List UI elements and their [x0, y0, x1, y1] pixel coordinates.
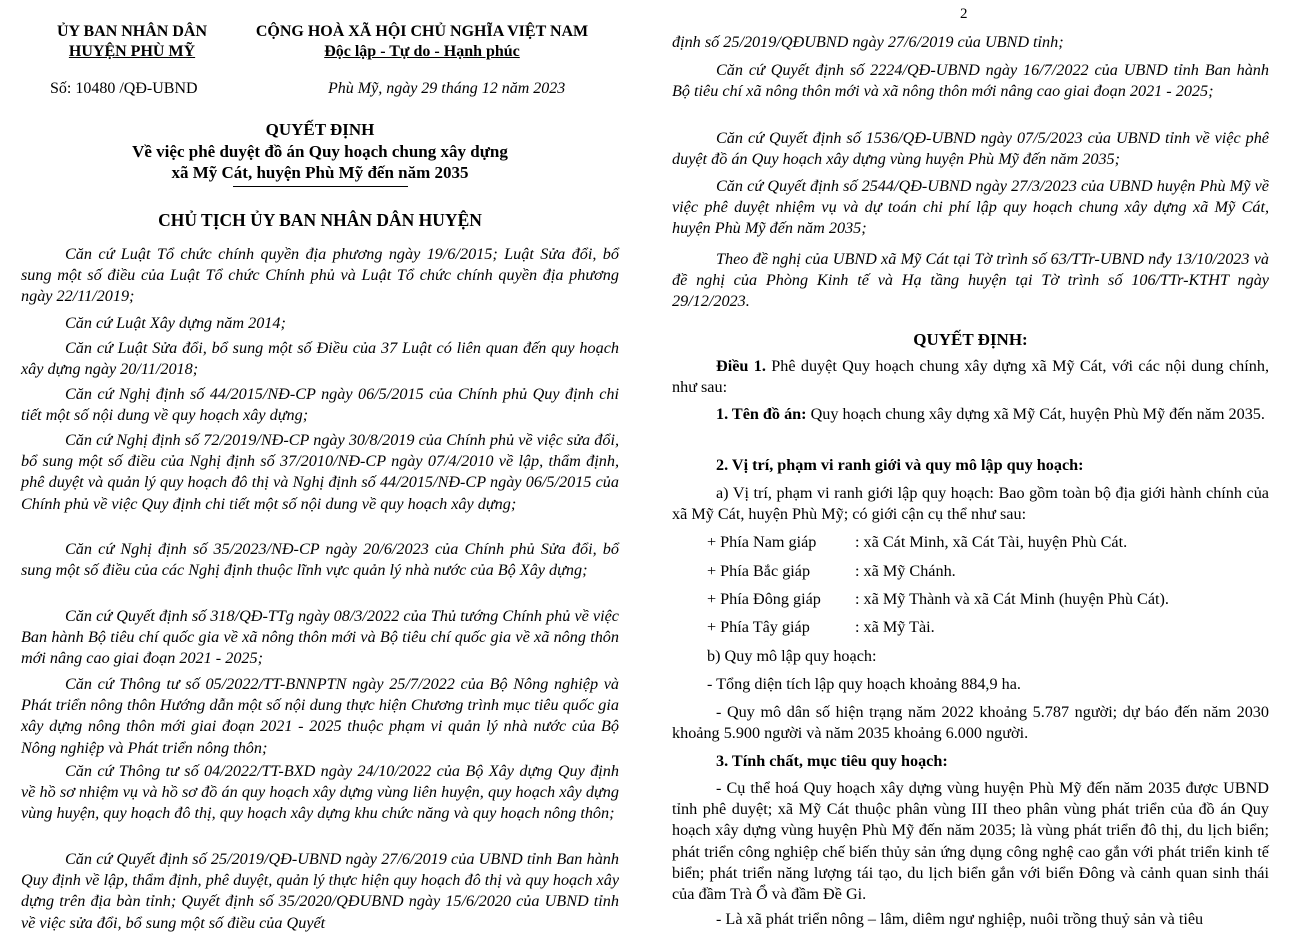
border-south-label: + Phía Nam giáp: [707, 533, 817, 551]
legal-basis-9: Căn cứ Thông tư số 04/2022/TT-BXD ngày 24/10/2022 của Bộ Xây dựng Quy định về hồ sơ nhiệm vụ và hồ sơ đồ án quy hoạch xây dựng vùng liên huyện, quy hoạch xây dựng vùng huyện, quy hoạch đô thị, quy hoạch xây dựng khu chức năng và quy hoạch nông thôn;: [21, 762, 619, 823]
border-north-value: : xã Mỹ Chánh.: [855, 562, 956, 580]
left-page: [0, 0, 645, 935]
legal-basis-2: Căn cứ Luật Xây dựng năm 2014;: [65, 314, 286, 332]
legal-basis-3: Căn cứ Luật Sửa đổi, bổ sung một số Điều của 37 Luật có liên quan đến quy hoạch xây dựng ngày 20/11/2018;: [21, 339, 619, 379]
population-scale: - Quy mô dân số hiện trạng năm 2022 khoảng 5.787 người; dự báo đến năm 2030 khoảng 5.900 người và năm 2035 khoảng 6.000 người.: [672, 703, 1269, 743]
section-3-heading-text: 3. Tính chất, mục tiêu quy hoạch:: [716, 752, 948, 770]
decision-heading: QUYẾT ĐỊNH:: [913, 330, 1028, 349]
legal-basis-11: Căn cứ Quyết định số 2224/QĐ-UBND ngày 16/7/2022 của UBND tỉnh Ban hành Bộ tiêu chí xã nông thôn mới và xã nông thôn mới nâng cao giai đoạn 2021 - 2025;: [672, 61, 1269, 101]
legal-basis-13: Căn cứ Quyết định số 2544/QĐ-UBND ngày 27/3/2023 của UBND huyện Phù Mỹ về việc phê duyệt nhiệm vụ và dự toán chi phí lập quy hoạch chung xây dựng xã Mỹ Cát, huyện Phù Mỹ đến năm 2035;: [672, 177, 1269, 238]
legal-basis-7: Căn cứ Quyết định số 318/QĐ-TTg ngày 08/3/2022 của Thủ tướng Chính phủ về việc Ban hành Bộ tiêu chí quốc gia về xã nông thôn mới và Bộ tiêu chí quốc gia về xã nông thôn mới nâng cao giai đoạn 2021 - 2025;: [21, 607, 619, 668]
section-1: [672, 404, 1269, 425]
agency-name-line2-text: HUYỆN PHÙ MỸ: [68, 43, 196, 60]
issuing-authority: CHỦ TỊCH ỦY BAN NHÂN DÂN HUYỆN: [158, 210, 482, 230]
legal-basis-10: Căn cứ Quyết định số 25/2019/QĐ-UBND ngày 27/6/2019 của UBND tỉnh Ban hành Quy định về lập, thẩm định, phê duyệt, quản lý thực hiện quy hoạch đô thị và quy hoạch xây dựng trên địa bàn tỉnh; Quyết định số 35/2020/QĐUBND ngày 15/6/2020 của UBND tỉnh về việc sửa đổi, bổ sung một số điều của Quyết: [21, 850, 619, 932]
section-3-heading: [672, 751, 1269, 772]
legal-basis-1: Căn cứ Luật Tổ chức chính quyền địa phương ngày 19/6/2015; Luật Sửa đổi, bổ sung một số điều của Luật Tổ chức Chính phủ và Luật Tổ chức chính quyền địa phương ngày 22/11/2019;: [21, 245, 619, 306]
section-2a: a) Vị trí, phạm vi ranh giới lập quy hoạch: Bao gồm toàn bộ địa giới hành chính của xã Mỹ Cát, huyện Phù Mỹ; có giới cận cụ thể như sau:: [672, 484, 1269, 524]
legal-basis-6: Căn cứ Nghị định số 35/2023/NĐ-CP ngày 20/6/2023 của Chính phủ Sửa đổi, bổ sung một số điều của các Nghị định thuộc lĩnh vực quản lý nhà nước của Bộ Xây dựng;: [21, 540, 619, 580]
legal-basis-8: Căn cứ Thông tư số 05/2022/TT-BNNPTN ngày 25/7/2022 của Bộ Nông nghiệp và Phát triển nông thôn Hướng dẫn một số nội dung thực hiện Chương trình mục tiêu quốc gia xây dựng nông thôn mới giai đoạn 2021 - 2025 thuộc phạm vi quản lý nhà nước của Bộ Nông nghiệp và Phát triển nông thôn;: [21, 675, 619, 757]
national-motto: [236, 42, 608, 62]
agency-name-line1: ỦY BAN NHÂN DÂN: [56, 23, 208, 40]
border-north-label: + Phía Bắc giáp: [707, 562, 811, 580]
section-2-heading-text: 2. Vị trí, phạm vi ranh giới và quy mô lập quy hoạch:: [716, 456, 1084, 474]
document-number: Số: 10480 /QĐ-UBND: [50, 80, 198, 97]
border-west: [707, 617, 935, 638]
article-1: [672, 356, 1269, 398]
place-and-date: Phù Mỹ, ngày 29 tháng 12 năm 2023: [328, 80, 566, 97]
border-south: [707, 532, 1127, 553]
title-divider: [233, 186, 408, 187]
document-title: QUYẾT ĐỊNH: [265, 120, 375, 139]
section-3-paragraph-1: - Cụ thể hoá Quy hoạch xây dựng vùng huyện Phù Mỹ đến năm 2035 được UBND tỉnh phê duyệt; xã Mỹ Cát thuộc phân vùng III theo phân vùng phát triển của đồ án Quy hoạch xây dựng vùng huyện Phù Mỹ đến năm 2035; là vùng phát triển đô thị, du lịch biển; phát triển công nghiệp chế biến thủy sản ứng dụng công nghệ cao gắn với phát triển kinh tế biển; phát triển năng lượng tái tạo, du lịch biển gắn với biển Đông và cảnh quan sinh thái của đầm Trà Ổ và đầm Đề Gi.: [672, 779, 1269, 904]
legal-basis-12: Căn cứ Quyết định số 1536/QĐ-UBND ngày 07/5/2023 của UBND tỉnh về việc phê duyệt đồ án Quy hoạch xây dựng vùng huyện Phù Mỹ đến năm 2035;: [672, 129, 1269, 169]
legal-basis-5: Căn cứ Nghị định số 72/2019/NĐ-CP ngày 30/8/2019 của Chính phủ về việc sửa đổi, bổ sung một số điều của Nghị định số 37/2010/NĐ-CP ngày 07/4/2010 về lập, thẩm định, phê duyệt và quản lý quy hoạch đô thị và Nghị định số 44/2015/NĐ-CP ngày 06/5/2015 của Chính phủ về việc Quy định chi tiết một số nội dung về quy hoạch xây dựng;: [21, 431, 619, 513]
agency-name-line2: [32, 42, 232, 62]
article-1-label: Điều 1.: [716, 357, 766, 375]
document-subtitle-line2: xã Mỹ Cát, huyện Phù Mỹ đến năm 2035: [171, 163, 469, 182]
border-south-value: : xã Cát Minh, xã Cát Tài, huyện Phù Cát.: [855, 533, 1128, 551]
border-west-label: + Phía Tây giáp: [707, 618, 810, 636]
border-west-value: : xã Mỹ Tài.: [855, 618, 935, 636]
national-title: CỘNG HOÀ XÃ HỘI CHỦ NGHĨA VIỆT NAM: [255, 23, 589, 40]
border-north: [707, 561, 956, 582]
section-1-label: 1. Tên đồ án:: [716, 405, 807, 423]
section-2b: b) Quy mô lập quy hoạch:: [707, 647, 877, 665]
article-1-text: Phê duyệt Quy hoạch chung xây dựng xã Mỹ Cát, với các nội dung chính, như sau:: [672, 357, 1270, 397]
border-east-value: : xã Mỹ Thành và xã Cát Minh (huyện Phù Cát).: [855, 590, 1169, 608]
national-motto-text: Độc lập - Tự do - Hạnh phúc: [324, 43, 520, 60]
planning-area: - Tổng diện tích lập quy hoạch khoảng 884,9 ha.: [707, 675, 1021, 693]
section-2-heading: [672, 455, 1269, 476]
legal-basis-4: Căn cứ Nghị định số 44/2015/NĐ-CP ngày 06/5/2015 của Chính phủ Quy định chi tiết một số nội dung về quy hoạch xây dựng;: [21, 385, 619, 425]
section-3-paragraph-2: - Là xã phát triển nông – lâm, diêm ngư nghiệp, nuôi trồng thuỷ sản và tiêu: [716, 910, 1204, 928]
proposal-paragraph: Theo đề nghị của UBND xã Mỹ Cát tại Tờ trình số 63/TTr-UBND nđy 13/10/2023 và đề nghị của Phòng Kinh tế và Hạ tầng huyện tại Tờ trình số 106/TTr-KTHT ngày 29/12/2023.: [672, 250, 1269, 311]
border-east-label: + Phía Đông giáp: [707, 590, 821, 608]
border-east: [707, 589, 1169, 610]
right-page: [645, 0, 1291, 935]
section-1-text: Quy hoạch chung xây dựng xã Mỹ Cát, huyện Phù Mỹ đến năm 2035.: [806, 405, 1265, 423]
page-number: 2: [960, 6, 968, 22]
document-subtitle-line1: Về việc phê duyệt đồ án Quy hoạch chung xây dựng: [132, 142, 508, 161]
continuation-text: định số 25/2019/QĐUBND ngày 27/6/2019 của UBND tỉnh;: [672, 33, 1064, 51]
